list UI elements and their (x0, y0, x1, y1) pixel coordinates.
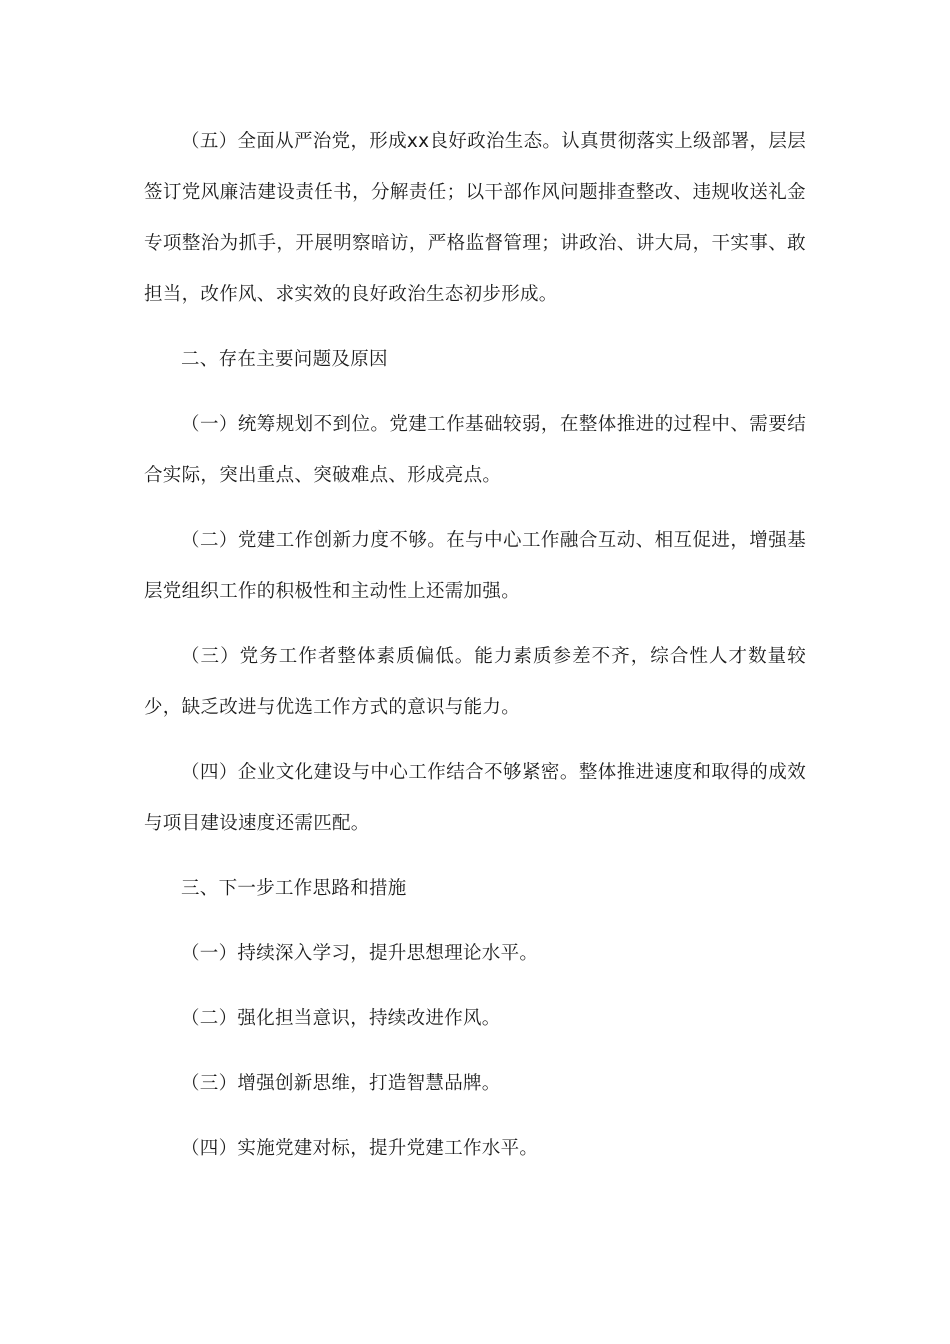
paragraph-problem-staff-quality: （三）党务工作者整体素质偏低。能力素质参差不齐，综合性人才数量较少，缺乏改进与优选工作方式的意识与能力。 (144, 646, 806, 718)
paragraph-party-governance: （五）全面从严治党，形成xx良好政治生态。认真贯彻落实上级部署，层层签订党风廉洁建设责任书，分解责任；以干部作风问题排查整改、违规收送礼金专项整治为抓手，开展明察暗访，严格监督管理；讲政治、讲大局，干实事、敢担当，改作风、求实效的良好政治生态初步形成。 (144, 131, 806, 305)
section-heading-next-steps: 三、下一步工作思路和措施 (181, 878, 407, 899)
document-page (144, 116, 806, 1174)
paragraph-problem-planning: （一）统筹规划不到位。党建工作基础较弱，在整体推进的过程中、需要结合实际，突出重点、突破难点、形成亮点。 (144, 414, 806, 486)
paragraph-step-responsibility: （二）强化担当意识，持续改进作风。 (181, 1008, 501, 1029)
paragraph-problem-innovation: （二）党建工作创新力度不够。在与中心工作融合互动、相互促进，增强基层党组织工作的积极性和主动性上还需加强。 (144, 530, 806, 602)
paragraph-problem-culture: （四）企业文化建设与中心工作结合不够紧密。整体推进速度和取得的成效与项目建设速度还需匹配。 (144, 762, 806, 834)
paragraph-step-innovation: （三）增强创新思维，打造智慧品牌。 (181, 1073, 501, 1094)
section-heading-problems: 二、存在主要问题及原因 (181, 349, 388, 370)
paragraph-step-benchmark: （四）实施党建对标，提升党建工作水平。 (181, 1138, 539, 1159)
paragraph-step-study: （一）持续深入学习，提升思想理论水平。 (181, 943, 539, 964)
